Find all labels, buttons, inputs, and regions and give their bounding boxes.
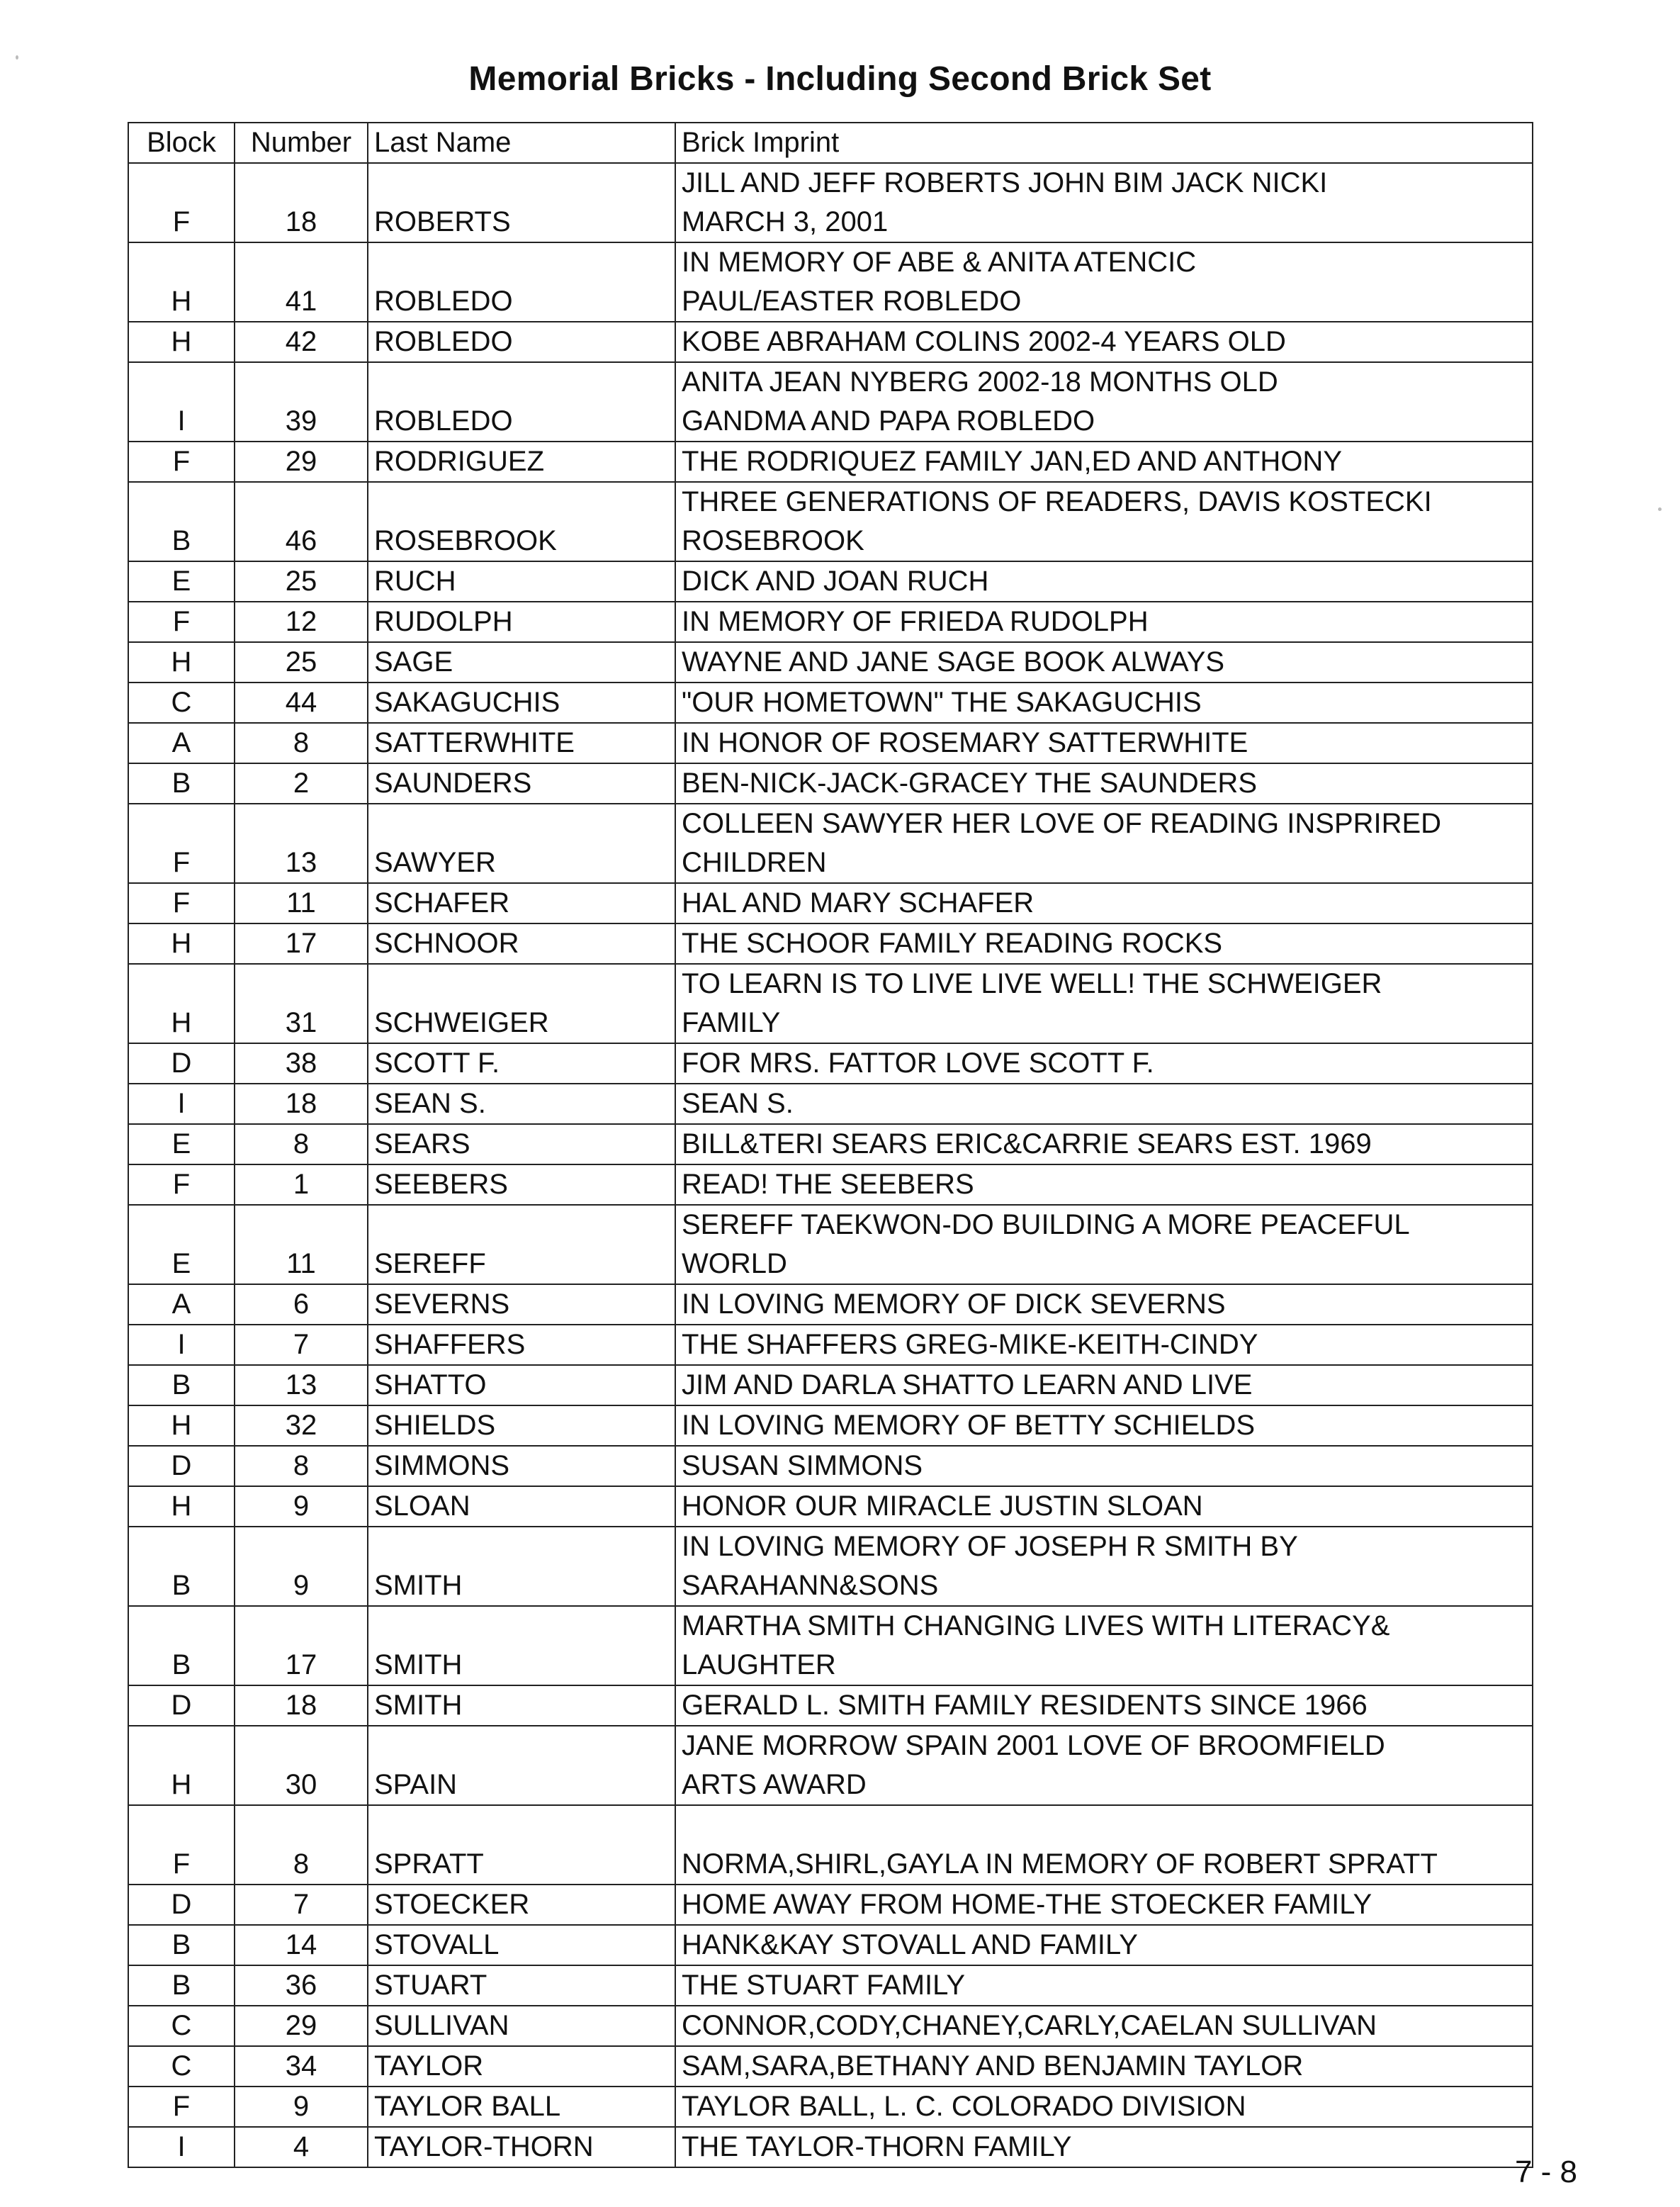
block-cell: D	[128, 1885, 235, 1925]
last-name-cell: STOECKER	[368, 1885, 675, 1925]
brick-imprint-cell	[675, 1885, 1533, 1925]
brick-imprint-cell	[675, 362, 1533, 442]
table-row	[128, 2046, 1533, 2087]
imprint-line: ANITA JEAN NYBERG 2002-18 MONTHS OLD	[682, 366, 1278, 398]
table-row	[128, 964, 1533, 1043]
number-cell: 1	[235, 1164, 368, 1205]
brick-imprint-cell	[675, 1405, 1533, 1446]
imprint-line: DICK AND JOAN RUCH	[682, 566, 989, 597]
number-cell: 41	[235, 242, 368, 322]
number-cell: 17	[235, 923, 368, 964]
last-name-cell: SAWYER	[368, 804, 675, 883]
table-row	[128, 362, 1533, 442]
imprint-line: SUSAN SIMMONS	[682, 1450, 923, 1481]
number-cell: 30	[235, 1726, 368, 1805]
last-name-cell: SEEBERS	[368, 1164, 675, 1205]
last-name-cell: STUART	[368, 1965, 675, 2006]
last-name-cell: SIMMONS	[368, 1446, 675, 1486]
imprint-line: JIM AND DARLA SHATTO LEARN AND LIVE	[682, 1369, 1253, 1400]
last-name-cell: SAGE	[368, 642, 675, 683]
table-row	[128, 1284, 1533, 1325]
last-name-cell: SCHAFER	[368, 883, 675, 923]
imprint-line: THE STUART FAMILY	[682, 1970, 966, 2001]
brick-imprint-cell	[675, 2046, 1533, 2087]
brick-imprint-cell	[675, 1486, 1533, 1527]
brick-imprint-cell	[675, 2127, 1533, 2167]
block-cell: A	[128, 1284, 235, 1325]
table-row	[128, 442, 1533, 482]
scan-speck	[1658, 507, 1662, 511]
brick-imprint-cell	[675, 683, 1533, 723]
brick-imprint-cell	[675, 1446, 1533, 1486]
block-cell: I	[128, 362, 235, 442]
imprint-line: MARCH 3, 2001	[682, 206, 889, 237]
imprint-line: GERALD L. SMITH FAMILY RESIDENTS SINCE 1966	[682, 1690, 1368, 1721]
brick-imprint-cell	[675, 763, 1533, 804]
block-cell: B	[128, 1365, 235, 1405]
imprint-line: THE SCHOOR FAMILY READING ROCKS	[682, 928, 1223, 959]
table-row	[128, 242, 1533, 322]
last-name-cell: TAYLOR BALL	[368, 2087, 675, 2127]
last-name-cell: RUDOLPH	[368, 602, 675, 642]
last-name-cell: SCOTT F.	[368, 1043, 675, 1084]
imprint-line: WAYNE AND JANE SAGE BOOK ALWAYS	[682, 646, 1225, 678]
imprint-line: JANE MORROW SPAIN 2001 LOVE OF BROOMFIELD	[682, 1730, 1385, 1761]
block-cell: I	[128, 1084, 235, 1124]
last-name-cell: SULLIVAN	[368, 2006, 675, 2046]
last-name-cell: SHAFFERS	[368, 1325, 675, 1365]
imprint-line: SEAN S.	[682, 1088, 794, 1119]
table-row	[128, 163, 1533, 242]
block-cell: F	[128, 442, 235, 482]
last-name-cell: SAKAGUCHIS	[368, 683, 675, 723]
block-cell: C	[128, 2006, 235, 2046]
brick-imprint-cell	[675, 561, 1533, 602]
imprint-line: IN LOVING MEMORY OF DICK SEVERNS	[682, 1288, 1226, 1320]
block-cell: B	[128, 1965, 235, 2006]
block-cell: H	[128, 923, 235, 964]
brick-imprint-cell	[675, 883, 1533, 923]
imprint-line: THE SHAFFERS GREG-MIKE-KEITH-CINDY	[682, 1329, 1258, 1360]
imprint-line: HONOR OUR MIRACLE JUSTIN SLOAN	[682, 1490, 1203, 1522]
imprint-line: TO LEARN IS TO LIVE LIVE WELL! THE SCHWEIGER	[682, 968, 1382, 999]
brick-imprint-cell	[675, 1606, 1533, 1685]
number-cell: 18	[235, 1685, 368, 1726]
imprint-line: FAMILY	[682, 1007, 781, 1038]
last-name-cell: ROSEBROOK	[368, 482, 675, 561]
brick-imprint-cell	[675, 1084, 1533, 1124]
block-cell: H	[128, 1486, 235, 1527]
brick-imprint-cell	[675, 163, 1533, 242]
imprint-line: READ! THE SEEBERS	[682, 1169, 974, 1200]
table-row	[128, 1043, 1533, 1084]
imprint-line: IN MEMORY OF FRIEDA RUDOLPH	[682, 606, 1149, 637]
last-name-cell: STOVALL	[368, 1925, 675, 1965]
last-name-cell: SEVERNS	[368, 1284, 675, 1325]
block-cell: F	[128, 163, 235, 242]
imprint-line: HOME AWAY FROM HOME-THE STOECKER FAMILY	[682, 1889, 1372, 1920]
number-cell: 46	[235, 482, 368, 561]
last-name-cell: SPRATT	[368, 1805, 675, 1885]
brick-imprint-cell	[675, 964, 1533, 1043]
table-row	[128, 1685, 1533, 1726]
block-cell: D	[128, 1685, 235, 1726]
block-cell: B	[128, 1925, 235, 1965]
imprint-line: SAM,SARA,BETHANY AND BENJAMIN TAYLOR	[682, 2050, 1304, 2082]
table-row	[128, 2006, 1533, 2046]
brick-imprint-cell	[675, 242, 1533, 322]
brick-imprint-cell	[675, 2006, 1533, 2046]
last-name-cell: SATTERWHITE	[368, 723, 675, 763]
imprint-line: FOR MRS. FATTOR LOVE SCOTT F.	[682, 1048, 1154, 1079]
brick-imprint-cell	[675, 723, 1533, 763]
last-name-cell: ROBERTS	[368, 163, 675, 242]
memorial-bricks-table	[128, 122, 1533, 2168]
number-cell: 38	[235, 1043, 368, 1084]
header-brick-imprint: Brick Imprint	[675, 123, 1533, 163]
last-name-cell: SMITH	[368, 1606, 675, 1685]
last-name-cell: SEAN S.	[368, 1084, 675, 1124]
block-cell: B	[128, 1527, 235, 1606]
last-name-cell: ROBLEDO	[368, 362, 675, 442]
last-name-cell: SEARS	[368, 1124, 675, 1164]
table-row	[128, 1365, 1533, 1405]
last-name-cell: RODRIGUEZ	[368, 442, 675, 482]
table-row	[128, 1405, 1533, 1446]
number-cell: 25	[235, 642, 368, 683]
imprint-line: THE RODRIQUEZ FAMILY JAN,ED AND ANTHONY	[682, 446, 1342, 477]
imprint-line: GANDMA AND PAPA ROBLEDO	[682, 405, 1095, 437]
number-cell: 9	[235, 1527, 368, 1606]
table-row	[128, 1965, 1533, 2006]
imprint-line: LAUGHTER	[682, 1649, 836, 1680]
block-cell: I	[128, 2127, 235, 2167]
number-cell: 25	[235, 561, 368, 602]
imprint-line: IN LOVING MEMORY OF JOSEPH R SMITH BY	[682, 1531, 1298, 1562]
block-cell: C	[128, 683, 235, 723]
number-cell: 39	[235, 362, 368, 442]
brick-imprint-cell	[675, 1325, 1533, 1365]
brick-imprint-cell	[675, 1726, 1533, 1805]
imprint-line: BEN-NICK-JACK-GRACEY THE SAUNDERS	[682, 768, 1257, 799]
brick-imprint-cell	[675, 923, 1533, 964]
block-cell: F	[128, 1164, 235, 1205]
table-row	[128, 1486, 1533, 1527]
number-cell: 11	[235, 1205, 368, 1284]
last-name-cell: SPAIN	[368, 1726, 675, 1805]
number-cell: 8	[235, 723, 368, 763]
block-cell: F	[128, 1805, 235, 1885]
scan-speck	[16, 55, 18, 60]
brick-imprint-cell	[675, 1805, 1533, 1885]
imprint-line: BILL&TERI SEARS ERIC&CARRIE SEARS EST. 1969	[682, 1128, 1372, 1159]
brick-imprint-cell	[675, 602, 1533, 642]
block-cell: H	[128, 322, 235, 362]
last-name-cell: SHIELDS	[368, 1405, 675, 1446]
table-row	[128, 883, 1533, 923]
number-cell: 14	[235, 1925, 368, 1965]
block-cell: H	[128, 642, 235, 683]
imprint-line: WORLD	[682, 1248, 787, 1279]
imprint-line: KOBE ABRAHAM COLINS 2002-4 YEARS OLD	[682, 326, 1286, 357]
imprint-line: THE TAYLOR-THORN FAMILY	[682, 2131, 1072, 2162]
table-row	[128, 1325, 1533, 1365]
last-name-cell: ROBLEDO	[368, 322, 675, 362]
imprint-line: COLLEEN SAWYER HER LOVE OF READING INSPRIRED	[682, 808, 1442, 839]
number-cell: 7	[235, 1325, 368, 1365]
table-row	[128, 2087, 1533, 2127]
imprint-line: JILL AND JEFF ROBERTS JOHN BIM JACK NICKI	[682, 167, 1328, 198]
table-row	[128, 2127, 1533, 2167]
imprint-line: IN LOVING MEMORY OF BETTY SCHIELDS	[682, 1410, 1256, 1441]
number-cell: 34	[235, 2046, 368, 2087]
last-name-cell: SMITH	[368, 1685, 675, 1726]
block-cell: E	[128, 561, 235, 602]
table-row	[128, 683, 1533, 723]
imprint-line: CONNOR,CODY,CHANEY,CARLY,CAELAN SULLIVAN	[682, 2010, 1377, 2041]
brick-imprint-cell	[675, 1284, 1533, 1325]
header-number: Number	[235, 123, 368, 163]
imprint-line: "OUR HOMETOWN" THE SAKAGUCHIS	[682, 687, 1202, 718]
brick-imprint-cell	[675, 1965, 1533, 2006]
imprint-line: SEREFF TAEKWON-DO BUILDING A MORE PEACEFUL	[682, 1209, 1410, 1240]
block-cell: I	[128, 1325, 235, 1365]
table-row	[128, 1606, 1533, 1685]
block-cell: H	[128, 242, 235, 322]
brick-imprint-cell	[675, 1527, 1533, 1606]
brick-imprint-cell	[675, 1043, 1533, 1084]
imprint-line: ROSEBROOK	[682, 525, 864, 556]
brick-imprint-cell	[675, 2087, 1533, 2127]
imprint-line: CHILDREN	[682, 847, 827, 878]
page-number: 7 - 8	[1514, 2155, 1577, 2189]
brick-imprint-cell	[675, 322, 1533, 362]
number-cell: 13	[235, 804, 368, 883]
table-row	[128, 923, 1533, 964]
imprint-line: IN MEMORY OF ABE & ANITA ATENCIC	[682, 247, 1197, 278]
brick-imprint-cell	[675, 1925, 1533, 1965]
last-name-cell: TAYLOR-THORN	[368, 2127, 675, 2167]
block-cell: D	[128, 1446, 235, 1486]
page-title: Memorial Bricks - Including Second Brick Set	[468, 60, 1212, 98]
block-cell: H	[128, 1405, 235, 1446]
brick-imprint-cell	[675, 804, 1533, 883]
last-name-cell: SCHWEIGER	[368, 964, 675, 1043]
header-row	[128, 123, 1533, 163]
number-cell: 6	[235, 1284, 368, 1325]
last-name-cell: SMITH	[368, 1527, 675, 1606]
imprint-line	[682, 1806, 1526, 1845]
imprint-line: PAUL/EASTER ROBLEDO	[682, 286, 1022, 317]
number-cell: 8	[235, 1805, 368, 1885]
number-cell: 17	[235, 1606, 368, 1685]
imprint-line: MARTHA SMITH CHANGING LIVES WITH LITERACY&	[682, 1610, 1390, 1641]
number-cell: 42	[235, 322, 368, 362]
last-name-cell: TAYLOR	[368, 2046, 675, 2087]
number-cell: 18	[235, 1084, 368, 1124]
block-cell: E	[128, 1124, 235, 1164]
last-name-cell: SEREFF	[368, 1205, 675, 1284]
brick-imprint-cell	[675, 1685, 1533, 1726]
table-row	[128, 1925, 1533, 1965]
block-cell: C	[128, 2046, 235, 2087]
table-row	[128, 723, 1533, 763]
last-name-cell: SAUNDERS	[368, 763, 675, 804]
number-cell: 44	[235, 683, 368, 723]
number-cell: 9	[235, 1486, 368, 1527]
brick-imprint-cell	[675, 442, 1533, 482]
number-cell: 29	[235, 442, 368, 482]
table-row	[128, 1726, 1533, 1805]
number-cell: 9	[235, 2087, 368, 2127]
block-cell: D	[128, 1043, 235, 1084]
imprint-line: HANK&KAY STOVALL AND FAMILY	[682, 1929, 1138, 1960]
block-cell: H	[128, 964, 235, 1043]
last-name-cell: SHATTO	[368, 1365, 675, 1405]
table-row	[128, 1527, 1533, 1606]
table-row	[128, 1124, 1533, 1164]
number-cell: 7	[235, 1885, 368, 1925]
imprint-line: IN HONOR OF ROSEMARY SATTERWHITE	[682, 727, 1248, 758]
imprint-line: SARAHANN&SONS	[682, 1570, 939, 1601]
imprint-line: TAYLOR BALL, L. C. COLORADO DIVISION	[682, 2091, 1246, 2122]
number-cell: 12	[235, 602, 368, 642]
header-block: Block	[128, 123, 235, 163]
table-row	[128, 482, 1533, 561]
table-row	[128, 804, 1533, 883]
brick-imprint-cell	[675, 642, 1533, 683]
table-row	[128, 322, 1533, 362]
number-cell: 18	[235, 163, 368, 242]
table-row	[128, 1205, 1533, 1284]
block-cell: B	[128, 763, 235, 804]
number-cell: 8	[235, 1446, 368, 1486]
number-cell: 11	[235, 883, 368, 923]
number-cell: 2	[235, 763, 368, 804]
table-row	[128, 1446, 1533, 1486]
block-cell: F	[128, 602, 235, 642]
block-cell: F	[128, 804, 235, 883]
number-cell: 36	[235, 1965, 368, 2006]
table-body	[128, 163, 1533, 2167]
brick-imprint-cell	[675, 1164, 1533, 1205]
block-cell: B	[128, 482, 235, 561]
brick-imprint-cell	[675, 482, 1533, 561]
imprint-line: HAL AND MARY SCHAFER	[682, 887, 1035, 919]
block-cell: B	[128, 1606, 235, 1685]
imprint-line: ARTS AWARD	[682, 1769, 867, 1800]
last-name-cell: ROBLEDO	[368, 242, 675, 322]
last-name-cell: SLOAN	[368, 1486, 675, 1527]
last-name-cell: RUCH	[368, 561, 675, 602]
table-row	[128, 1084, 1533, 1124]
table-row	[128, 561, 1533, 602]
number-cell: 32	[235, 1405, 368, 1446]
table-row	[128, 1805, 1533, 1885]
number-cell: 4	[235, 2127, 368, 2167]
table-row	[128, 1164, 1533, 1205]
number-cell: 31	[235, 964, 368, 1043]
table-row	[128, 1885, 1533, 1925]
table-row	[128, 602, 1533, 642]
block-cell: A	[128, 723, 235, 763]
brick-imprint-cell	[675, 1124, 1533, 1164]
block-cell: E	[128, 1205, 235, 1284]
block-cell: F	[128, 2087, 235, 2127]
table-row	[128, 642, 1533, 683]
header-last-name: Last Name	[368, 123, 675, 163]
number-cell: 13	[235, 1365, 368, 1405]
imprint-line: THREE GENERATIONS OF READERS, DAVIS KOSTECKI	[682, 486, 1432, 517]
number-cell: 8	[235, 1124, 368, 1164]
imprint-line: NORMA,SHIRL,GAYLA IN MEMORY OF ROBERT SPRATT	[682, 1848, 1438, 1880]
block-cell: F	[128, 883, 235, 923]
brick-imprint-cell	[675, 1365, 1533, 1405]
table-row	[128, 763, 1533, 804]
block-cell: H	[128, 1726, 235, 1805]
brick-imprint-cell	[675, 1205, 1533, 1284]
last-name-cell: SCHNOOR	[368, 923, 675, 964]
number-cell: 29	[235, 2006, 368, 2046]
